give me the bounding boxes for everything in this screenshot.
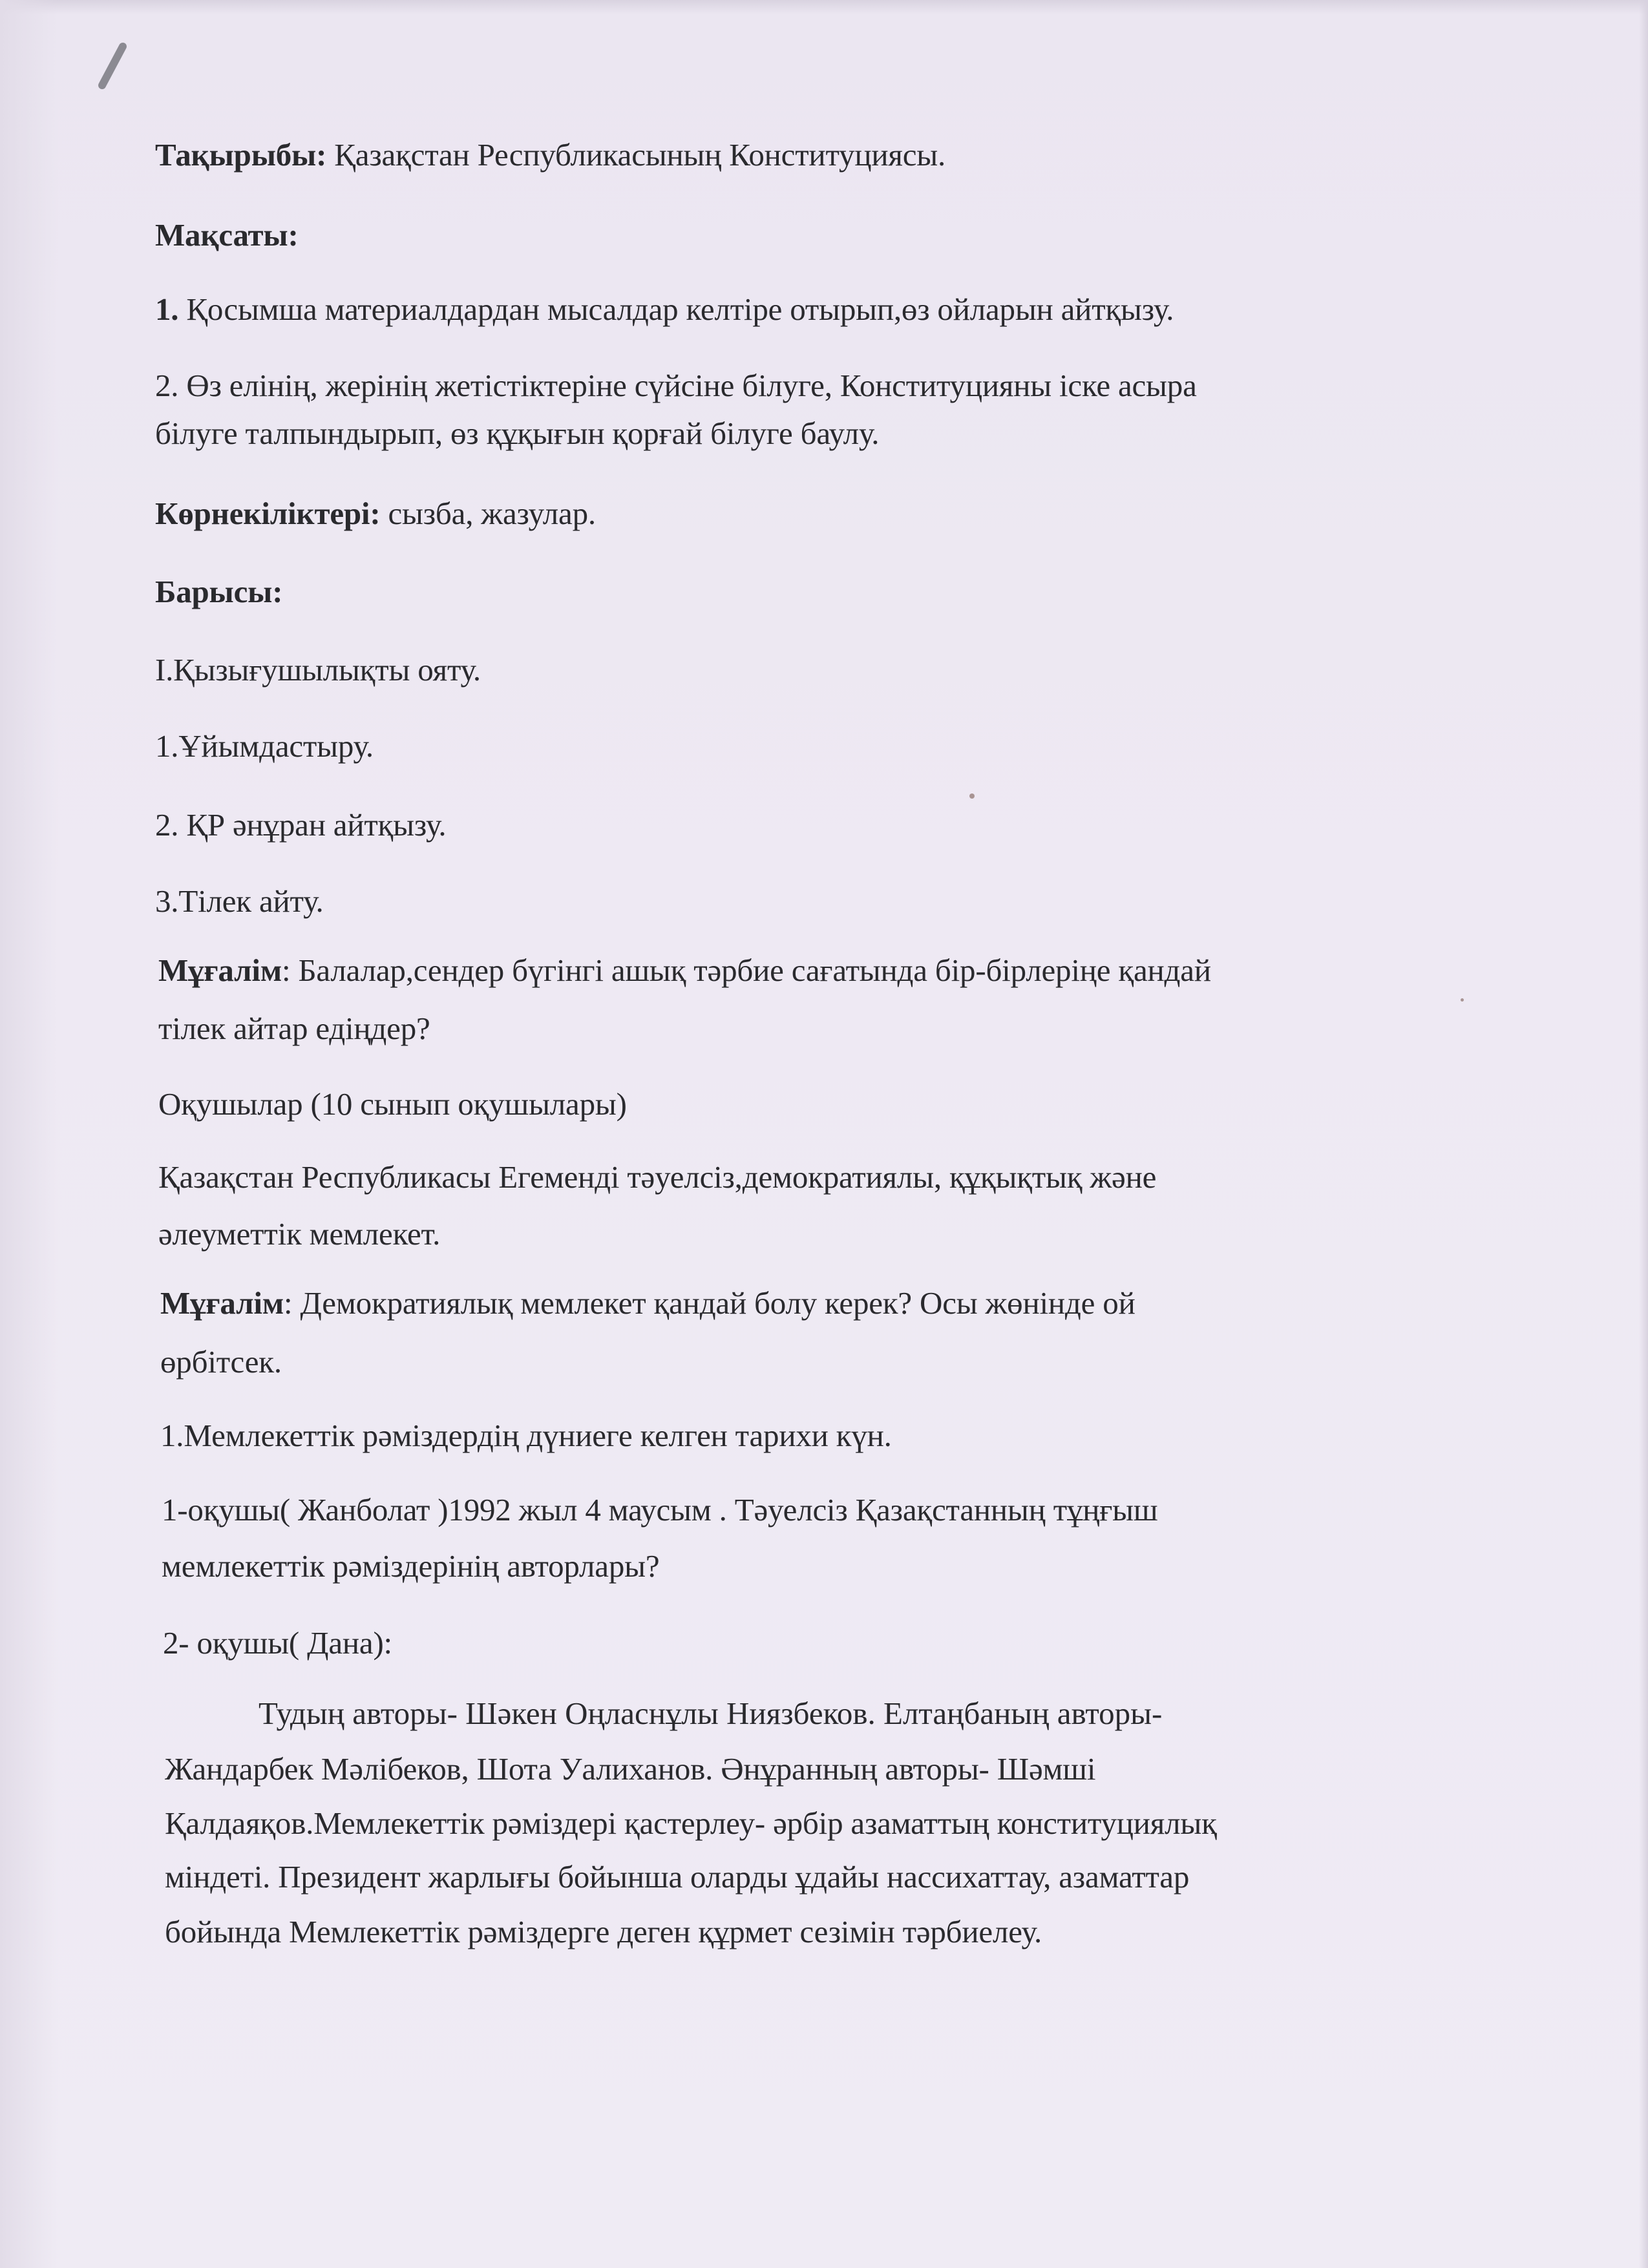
pen-mark — [97, 41, 128, 90]
point-1: 1.Мемлекеттік рәміздердің дүниеге келген тарихи күн. — [160, 1418, 892, 1453]
step-1: 1.Ұйымдастыру. — [155, 728, 374, 764]
topic-line — [155, 134, 945, 176]
teacher-2-text: : Демократиялық мемлекет қандай болу керек? Осы жөнінде ой — [284, 1285, 1136, 1321]
teacher-2-label: Мұғалім — [160, 1285, 284, 1321]
scan-edge-top — [0, 0, 1648, 14]
speck-mark — [1461, 998, 1464, 1002]
goals-heading — [155, 215, 299, 256]
teacher-2-line-2: өрбітсек. — [160, 1344, 282, 1380]
scan-edge-right — [1639, 0, 1648, 2268]
student-2-line: 2- оқушы( Дана): — [163, 1625, 392, 1661]
paragraph-line-5: бойында Мемлекеттік рәміздерге деген құрмет сезімін тәрбиелеу. — [165, 1914, 1042, 1949]
progress-heading — [155, 571, 282, 613]
paragraph-line-2: Жандарбек Мәлібеков, Шота Уалиханов. Әнұранның авторы- Шәмші — [165, 1751, 1096, 1787]
answer-1-line-2: әлеуметтік мемлекет. — [158, 1216, 441, 1252]
teacher-1-label: Мұғалім — [158, 952, 282, 988]
progress-label: Барысы: — [155, 574, 283, 609]
paragraph-line-1: Тудың авторы- Шәкен Оңласнұлы Ниязбеков. Елтаңбаның авторы- — [259, 1696, 1163, 1731]
topic-text: Қазақстан Республикасының Конституциясы. — [326, 137, 946, 173]
students-line: Оқушылар (10 сынып оқушылары) — [158, 1086, 627, 1122]
step-0: І.Қызығушылықты ояту. — [155, 652, 481, 688]
student-1-line-2: мемлекеттік рәміздерінің авторлары? — [162, 1548, 660, 1584]
visuals-label: Көрнекіліктері: — [155, 496, 381, 531]
paragraph-line-4: міндеті. Президент жарлығы бойынша оларды ұдайы нассихаттау, азаматтар — [165, 1859, 1190, 1895]
goal-1-text: Қосымша материалдардан мысалдар келтіре отырып,өз ойларын айтқызу. — [178, 291, 1174, 327]
scan-edge-left — [0, 0, 58, 2268]
step-3: 3.Тілек айту. — [155, 883, 324, 919]
goals-label: Мақсаты: — [155, 217, 299, 253]
teacher-1-line-2: тілек айтар едіңдер? — [158, 1011, 430, 1046]
visuals-text: сызба, жазулар. — [380, 496, 596, 531]
teacher-1-text: : Балалар,сендер бүгінгі ашық тәрбие сағатында бір-бірлеріңе қандай — [282, 952, 1211, 988]
teacher-1-line-1 — [158, 950, 1211, 991]
answer-1-line-1: Қазақстан Республикасы Егеменді тәуелсіз,демократиялы, құқықтық және — [158, 1159, 1157, 1195]
teacher-2-line-1 — [160, 1283, 1136, 1324]
topic-label: Тақырыбы: — [155, 137, 327, 173]
visuals-line — [155, 493, 596, 534]
step-2: 2. ҚР әнұран айтқызу. — [155, 807, 447, 843]
goal-1 — [155, 289, 1174, 330]
goal-2-line-1: 2. Өз елінің, жерінің жетістіктеріне сүйсіне білуге, Конституцияны іске асыра — [155, 368, 1197, 403]
goal-2-line-2: білуге талпындырып, өз құқығын қорғай білуге баулу. — [155, 415, 880, 451]
student-1-line-1: 1-оқушы( Жанболат )1992 жыл 4 маусым . Тәуелсіз Қазақстанның тұңғыш — [162, 1492, 1158, 1528]
speck-mark — [969, 793, 975, 799]
paragraph-line-3: Қалдаяқов.Мемлекеттік рәміздері қастерлеу- әрбір азаматтың конституциялық — [165, 1805, 1217, 1841]
goal-1-number: 1. — [155, 291, 179, 327]
